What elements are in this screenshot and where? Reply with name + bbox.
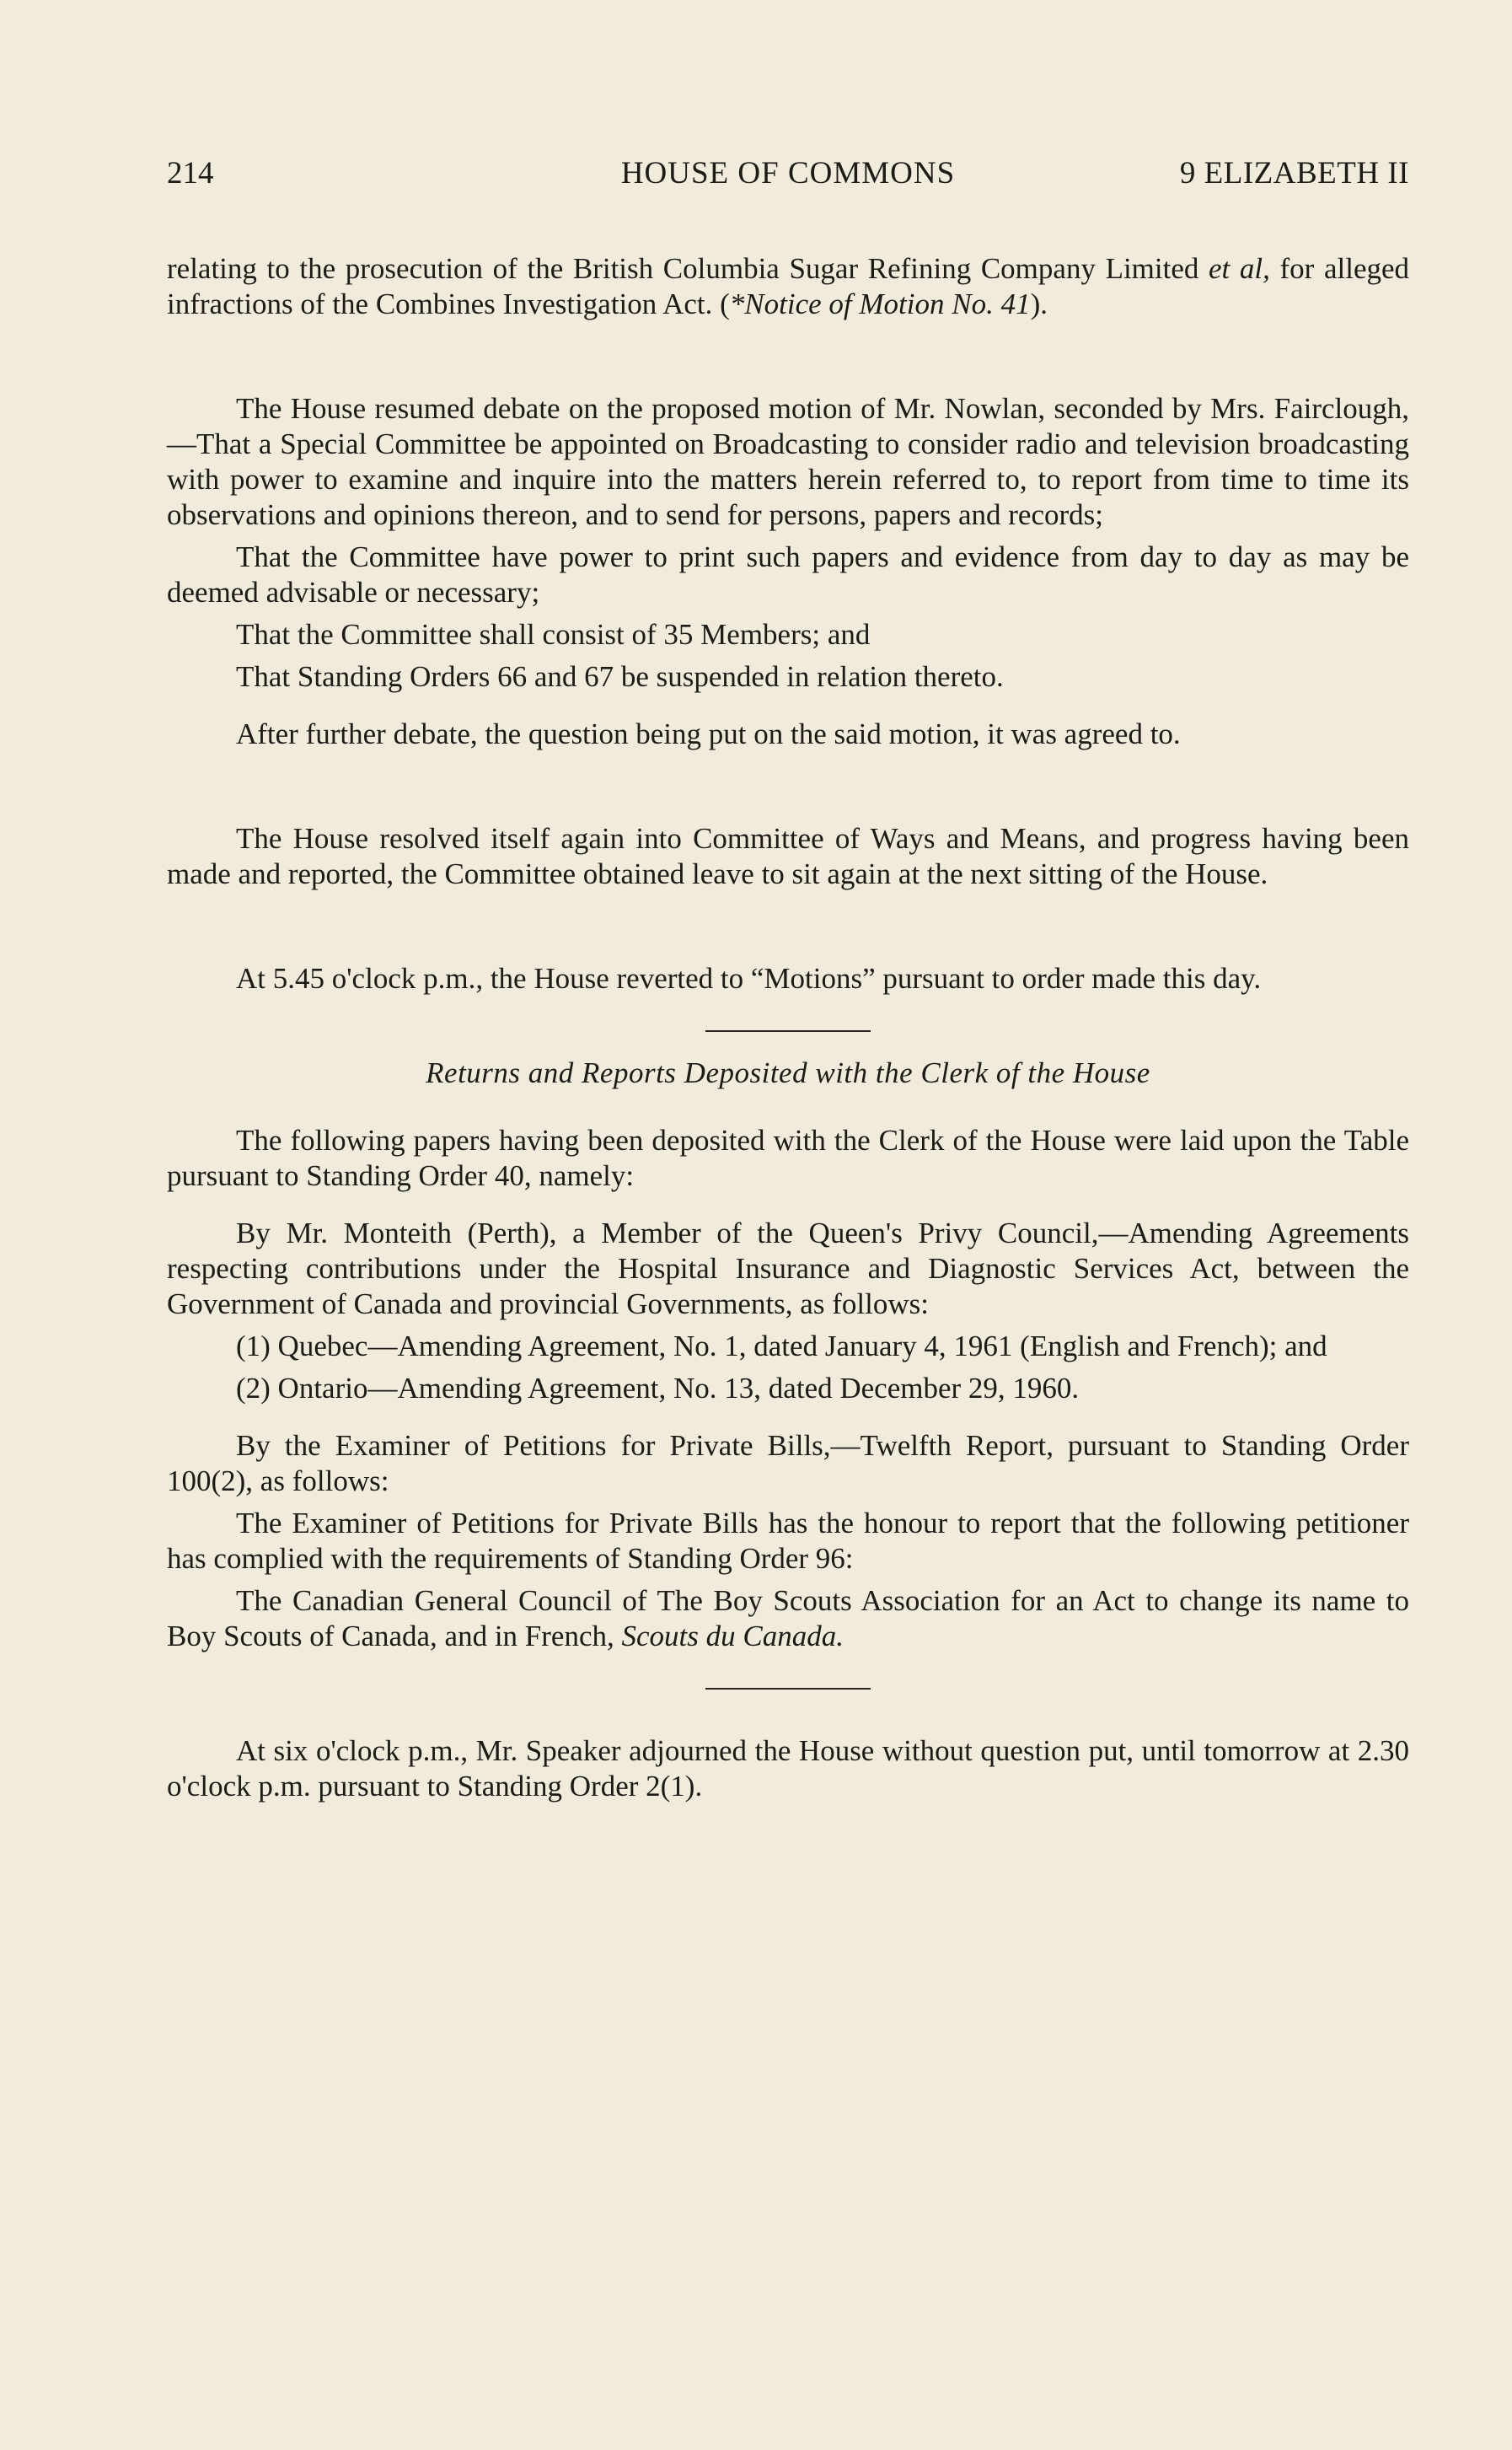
scouts-paragraph xyxy=(167,1583,1409,1654)
debate-paragraph-members: That the Committee shall consist of 35 Members; and xyxy=(236,618,871,651)
body-text xyxy=(167,251,1409,1804)
italic-text: et al, xyxy=(1209,252,1270,285)
debate-paragraph-standing-orders: That Standing Orders 66 and 67 be suspended in relation thereto. xyxy=(236,660,1004,693)
italic-text: Scouts du Canada. xyxy=(621,1620,844,1652)
agreement-item-2: (2) Ontario—Amending Agreement, No. 13, dated December 29, 1960. xyxy=(236,1372,1080,1405)
ways-means-paragraph: The House resolved itself again into Committee of Ways and Means, and progress having been made and reported, the Committee obtained leave to sit again at the next sitting of the House. xyxy=(167,822,1409,890)
examiner-paragraph: By the Examiner of Petitions for Private Bills,—Twelfth Report, pursuant to Standing Order 100(2), as follows: xyxy=(167,1429,1409,1497)
page-header xyxy=(167,153,1409,194)
reverted-paragraph: At 5.45 o'clock p.m., the House reverted to “Motions” pursuant to order made this day. xyxy=(236,962,1262,995)
adjournment-paragraph: At six o'clock p.m., Mr. Speaker adjourned the House without question put, until tomorrow at 2.30 o'clock p.m. pursuant to Standing Order 2(1). xyxy=(167,1734,1409,1803)
agreement-item-1: (1) Quebec—Amending Agreement, No. 1, dated January 4, 1961 (English and French); and xyxy=(236,1330,1327,1362)
examiner-report: The Examiner of Petitions for Private Bills has the honour to report that the following petitioner has complied with the requirements of Standing Order 96: xyxy=(167,1507,1409,1575)
monteith-paragraph: By Mr. Monteith (Perth), a Member of the Queen's Privy Council,—Amending Agreements respecting contributions under the Hospital Insurance and Diagnostic Services Act, between the Government of Canada and provincial Governments, as follows: xyxy=(167,1217,1409,1320)
section-divider xyxy=(705,1688,871,1690)
continued-paragraph xyxy=(167,251,1409,322)
debate-paragraph-print-power: That the Committee have power to print such papers and evidence from day to day as may be deemed advisable or necessary; xyxy=(167,540,1409,609)
regnal-year: 9 ELIZABETH II xyxy=(1179,156,1409,191)
returns-intro: The following papers having been deposited with the Clerk of the House were laid upon the Table pursuant to Standing Order 40, namely: xyxy=(167,1124,1409,1192)
section-title: Returns and Reports Deposited with the Clerk of the House xyxy=(426,1056,1150,1089)
text-run: ). xyxy=(1030,287,1048,320)
header-title: HOUSE OF COMMONS xyxy=(620,156,956,191)
text-run: The Canadian General Council of The Boy Scouts Association for an Act to change its name to Boy Scouts of Canada, and in French, xyxy=(167,1584,1409,1652)
text-run: for alleged infractions of the Combines Investigation Act. ( xyxy=(167,252,1410,320)
notice-of-motion-ref: *Notice of Motion No. 41 xyxy=(729,287,1031,320)
page-number: 214 xyxy=(167,156,214,191)
debate-agreed-paragraph: After further debate, the question being put on the said motion, it was agreed to. xyxy=(236,717,1181,750)
text-run: relating to the prosecution of the British Columbia Sugar Refining Company Limited xyxy=(167,252,1209,285)
debate-paragraph: The House resumed debate on the proposed motion of Mr. Nowlan, seconded by Mrs. Fairclough,—That a Special Committee be appointed on Broadcasting to consider radio and television broadcasting with power to examine and inquire into the matters herein referred to, to report from time to time its observations and opinions thereon, and to send for persons, papers and records; xyxy=(167,392,1409,531)
section-divider xyxy=(705,1030,871,1032)
